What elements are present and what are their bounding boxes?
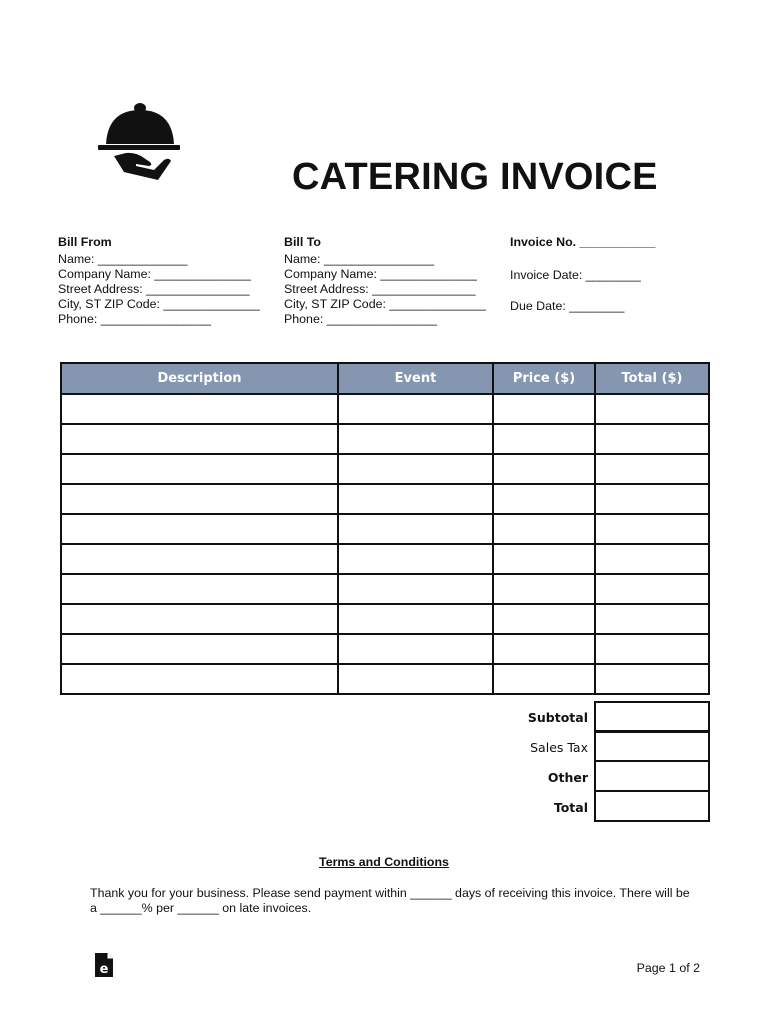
table-row xyxy=(61,514,709,544)
items-table xyxy=(60,362,710,695)
table-header-row xyxy=(61,363,709,394)
header-event: Event xyxy=(338,363,493,394)
price-cell[interactable] xyxy=(493,664,595,694)
invoice-date: Invoice Date: ________ xyxy=(510,268,641,282)
price-cell[interactable] xyxy=(493,394,595,424)
bill-from-name: Name: _____________ xyxy=(58,252,188,266)
table-row xyxy=(61,544,709,574)
invoice-details xyxy=(510,235,655,314)
header-price: Price ($) xyxy=(493,363,595,394)
table-row xyxy=(61,604,709,634)
table-row xyxy=(61,664,709,694)
total-cell[interactable] xyxy=(595,634,709,664)
bill-to-section xyxy=(284,235,486,327)
bill-to-city: City, ST ZIP Code: ______________ xyxy=(284,297,486,311)
event-cell[interactable] xyxy=(338,544,493,574)
invoice-number: Invoice No. ___________ xyxy=(510,235,656,249)
total-cell[interactable] xyxy=(595,454,709,484)
totals-section xyxy=(520,702,710,822)
event-cell[interactable] xyxy=(338,664,493,694)
bill-to-heading: Bill To xyxy=(284,235,321,249)
sales-tax-field[interactable] xyxy=(594,730,710,762)
description-cell[interactable] xyxy=(61,424,338,454)
description-cell[interactable] xyxy=(61,514,338,544)
total-cell[interactable] xyxy=(595,424,709,454)
event-cell[interactable] xyxy=(338,574,493,604)
description-cell[interactable] xyxy=(61,544,338,574)
total-cell[interactable] xyxy=(595,604,709,634)
terms-text: Thank you for your business. Please send payment within ______ days of receiving this invoice. There will be a ______% per ______ on late invoices. xyxy=(90,886,690,915)
bill-from-section xyxy=(58,235,260,327)
other-label: Other xyxy=(547,769,588,785)
event-cell[interactable] xyxy=(338,604,493,634)
bill-from-city: City, ST ZIP Code: ______________ xyxy=(58,297,260,311)
price-cell[interactable] xyxy=(493,544,595,574)
bill-from-street: Street Address: _______________ xyxy=(58,282,250,296)
price-cell[interactable] xyxy=(493,454,595,484)
total-cell[interactable] xyxy=(595,544,709,574)
table-row xyxy=(61,424,709,454)
bill-to-phone: Phone: ________________ xyxy=(284,312,437,326)
price-cell[interactable] xyxy=(493,604,595,634)
total-cell[interactable] xyxy=(595,394,709,424)
svg-text:e: e xyxy=(99,962,109,977)
bill-from-company: Company Name: ______________ xyxy=(58,267,251,281)
table-row xyxy=(61,574,709,604)
sales-tax-row xyxy=(520,732,710,762)
sales-tax-label: Sales Tax xyxy=(530,739,588,755)
bill-from-heading: Bill From xyxy=(58,235,112,249)
description-cell[interactable] xyxy=(61,664,338,694)
price-cell[interactable] xyxy=(493,634,595,664)
subtotal-label: Subtotal xyxy=(527,709,588,725)
total-cell[interactable] xyxy=(595,574,709,604)
description-cell[interactable] xyxy=(61,484,338,514)
price-cell[interactable] xyxy=(493,574,595,604)
table-row xyxy=(61,454,709,484)
event-cell[interactable] xyxy=(338,454,493,484)
total-label: Total xyxy=(553,799,588,815)
other-field[interactable] xyxy=(594,760,710,792)
event-cell[interactable] xyxy=(338,424,493,454)
eforms-logo-icon xyxy=(94,952,114,978)
bill-to-name: Name: ________________ xyxy=(284,252,435,266)
description-cell[interactable] xyxy=(61,634,338,664)
terms-heading: Terms and Conditions xyxy=(319,855,449,869)
table-row xyxy=(61,394,709,424)
due-date: Due Date: ________ xyxy=(510,299,625,313)
description-cell[interactable] xyxy=(61,394,338,424)
description-cell[interactable] xyxy=(61,574,338,604)
bill-from-phone: Phone: ________________ xyxy=(58,312,211,326)
invoice-title: CATERING INVOICE xyxy=(292,156,658,198)
table-row xyxy=(61,634,709,664)
other-row xyxy=(520,762,710,792)
header-description: Description xyxy=(61,363,338,394)
table-row xyxy=(61,484,709,514)
description-cell[interactable] xyxy=(61,454,338,484)
subtotal-field[interactable] xyxy=(594,701,710,733)
header-total: Total ($) xyxy=(595,363,709,394)
total-field[interactable] xyxy=(594,790,710,822)
total-cell[interactable] xyxy=(595,484,709,514)
total-cell[interactable] xyxy=(595,664,709,694)
subtotal-row xyxy=(520,702,710,732)
bill-to-company: Company Name: ______________ xyxy=(284,267,477,281)
event-cell[interactable] xyxy=(338,514,493,544)
bill-to-street: Street Address: _______________ xyxy=(284,282,476,296)
serving-cloche-icon xyxy=(96,100,186,185)
total-row xyxy=(520,792,710,822)
event-cell[interactable] xyxy=(338,634,493,664)
total-cell[interactable] xyxy=(595,514,709,544)
event-cell[interactable] xyxy=(338,394,493,424)
event-cell[interactable] xyxy=(338,484,493,514)
price-cell[interactable] xyxy=(493,514,595,544)
description-cell[interactable] xyxy=(61,604,338,634)
price-cell[interactable] xyxy=(493,424,595,454)
price-cell[interactable] xyxy=(493,484,595,514)
page-number: Page 1 of 2 xyxy=(636,961,700,975)
